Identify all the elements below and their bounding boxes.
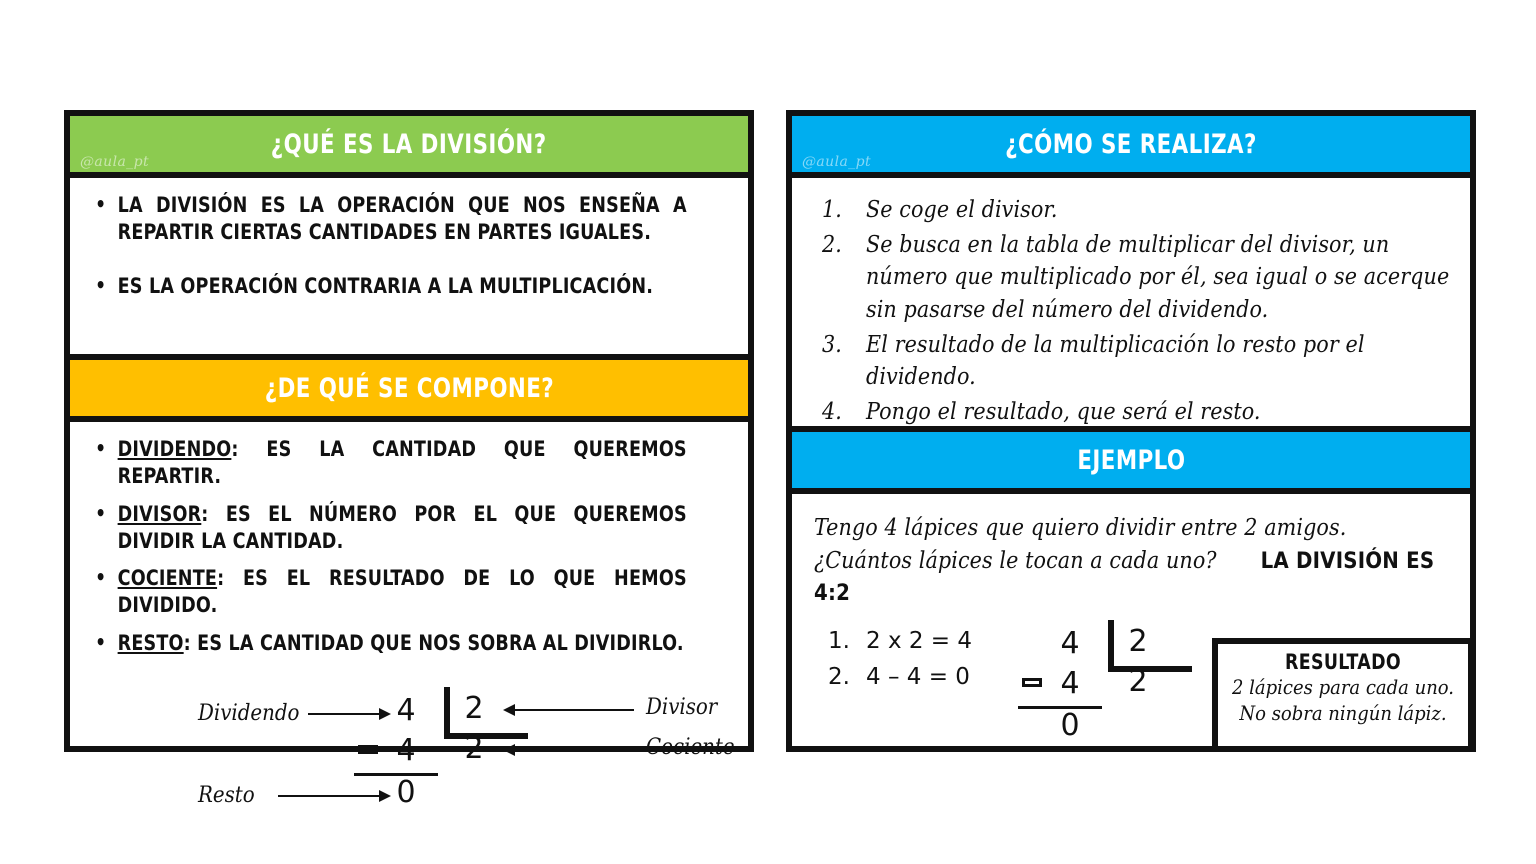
step-text: Pongo el resultado, que será el resto. [866,398,1261,425]
dividend-value: 4 [1060,625,1080,661]
galera-vertical-bar [444,687,450,739]
step-text: El resultado de la multiplicación lo resto por el dividendo. [866,331,1365,391]
subtrahend-value: 4 [396,733,416,769]
subtrahend-value: 4 [1060,665,1080,701]
list-item [86,630,687,657]
arrow-to-divisor [514,709,634,711]
remainder-value: 0 [396,775,416,811]
label-resto: Resto [198,783,255,809]
header-title: EJEMPLO [1076,444,1186,476]
term-divisor: DIVISOR [117,501,202,526]
header-example [792,432,1470,494]
result-callout [1212,638,1474,752]
watermark-aula-pt: @aula_pt [80,154,149,170]
result-line-2: No sobra ningún lápiz. [1239,701,1447,725]
term-definition: : ES EL NÚMERO POR EL QUE QUEREMOS DIVIDIR LA CANTIDAD. [117,501,687,553]
division-parts-body [70,422,748,833]
minus-sign-icon [1022,678,1042,687]
list-item [808,194,1454,227]
list-item [828,624,972,660]
step-text: Se busca en la tabla de multiplicar del divisor, un número que multiplicado por él, sea igual o se acerque sin pasarse del número del dividendo. [866,231,1450,323]
term-definition: : ES EL RESULTADO DE LO QUE HEMOS DIVIDIDO. [117,566,687,618]
minus-sign-icon [358,745,378,754]
step-number: 1. [822,197,842,223]
header-how-is-it-done [792,116,1470,178]
example-step-list [828,624,972,695]
header-title: ¿CÓMO SE REALIZA? [1005,128,1257,160]
list-item [828,660,972,696]
what-is-division-list [86,192,687,300]
division-parts-list [86,436,687,657]
divisor-value: 2 [1128,623,1148,659]
galera-vertical-bar [1108,620,1114,672]
list-item [86,436,687,491]
label-cociente: Cociente [646,735,735,761]
step-number: 4. [822,398,842,425]
result-title: RESULTADO [1284,650,1402,674]
list-item [808,329,1454,394]
arrow-to-dividend [308,713,380,715]
result-line-1: 2 lápices para cada uno. [1232,675,1454,699]
label-dividendo: Dividendo [198,701,300,727]
panel-what-is-division [64,110,754,811]
list-item: • ES LA OPERACIÓN CONTRARIA A LA MULTIPLICACIÓN. [86,273,687,300]
remainder-value: 0 [1060,707,1080,743]
term-definition: : ES LA CANTIDAD QUE NOS SOBRA AL DIVIDIRLO. [183,630,684,655]
step-number: 2. [828,663,850,690]
step-text: 4 – 4 = 0 [866,663,970,690]
example-problem-text [814,512,1448,610]
term-cociente: COCIENTE [117,566,218,591]
label-divisor: Divisor [646,695,718,721]
header-title: ¿DE QUÉ SE COMPONE? [264,372,554,404]
division-diagram [86,673,735,823]
header-what-composed-of [70,360,748,422]
step-text: Se coge el divisor. [866,197,1058,223]
divisor-value: 2 [464,691,484,727]
list-item [86,565,687,620]
list-item [808,229,1454,327]
how-to-steps-list [808,194,1454,429]
step-number: 2. [822,231,842,258]
step-number: 1. [828,627,850,654]
term-definition: : ES LA CANTIDAD QUE QUEREMOS REPARTIR. [117,437,687,489]
list-item [86,501,687,556]
arrow-to-quotient [514,749,634,751]
list-item: • LA DIVISIÓN ES LA OPERACIÓN QUE NOS ENSEÑA A REPARTIR CIERTAS CANTIDADES EN PARTES IGUALES. [86,192,687,247]
quotient-value: 2 [1128,663,1148,699]
header-what-is-division [70,116,748,178]
term-resto: RESTO [117,630,184,655]
quotient-value: 2 [464,731,484,767]
step-number: 3. [822,331,842,358]
step-text: 2 x 2 = 4 [866,627,973,654]
header-title: ¿QUÉ ES LA DIVISIÓN? [271,128,547,160]
how-to-steps-body [792,178,1470,432]
problem-emphasis: LA DIVISIÓN ES 4:2 [814,548,1435,607]
term-dividendo: DIVIDENDO [117,437,232,461]
what-is-division-body [70,178,748,360]
dividend-value: 4 [396,693,416,729]
list-item [808,396,1454,429]
watermark-aula-pt: @aula_pt [802,154,871,170]
problem-statement: Tengo 4 lápices que quiero dividir entre 2 amigos. ¿Cuántos lápices le tocan a cada uno? [814,515,1347,574]
arrow-to-remainder [278,795,380,797]
